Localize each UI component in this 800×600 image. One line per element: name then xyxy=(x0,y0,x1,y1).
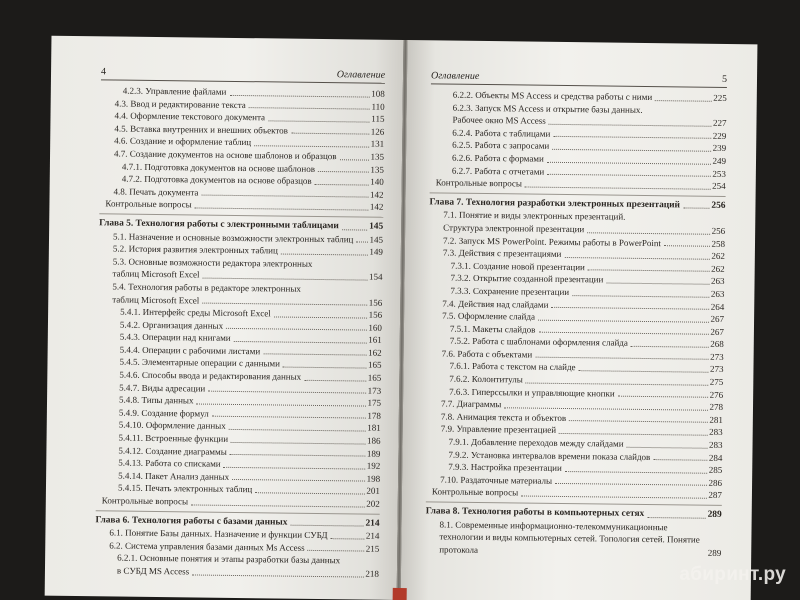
toc-leader-dots xyxy=(342,229,367,230)
toc-leader-dots xyxy=(234,341,367,344)
left-page-header xyxy=(101,66,385,83)
toc-leader-dots xyxy=(526,382,708,385)
toc-entry-title: 7.8. Анимация текста и объектов xyxy=(440,411,567,423)
toc-entry-title: 7.9.2. Установка интервалов времени показа слайдов xyxy=(448,449,651,462)
toc-leader-dots xyxy=(340,159,369,160)
toc-entry-page: 256 xyxy=(711,225,726,236)
toc-entry-title: 7.5. Оформление слайда xyxy=(442,310,536,322)
toc-leader-dots xyxy=(538,332,708,335)
toc-leader-dots xyxy=(646,113,725,114)
toc-leader-dots xyxy=(564,257,709,260)
toc-leader-dots xyxy=(202,303,366,306)
toc-entry-title: 5.1. Назначение и основные возможности электронных таблиц xyxy=(112,231,354,244)
toc-leader-dots xyxy=(224,467,365,470)
toc-entry-page: 140 xyxy=(370,176,384,187)
toc-entry-page: 160 xyxy=(368,322,383,333)
toc-entry-page: 262 xyxy=(711,250,725,262)
toc-leader-dots xyxy=(263,354,366,356)
toc-entry-title: Глава 7. Технология разработки электронных презентаций xyxy=(429,197,681,211)
toc-entry-title: Глава 8. Технология работы в компьютерных сетях xyxy=(425,506,645,519)
toc-entry-title: 5.4. Технология работы в редакторе электронных xyxy=(112,281,301,294)
toc-entry-page: 276 xyxy=(709,389,724,400)
toc-entry-title: 4.8. Печать документа xyxy=(113,186,199,198)
toc-entry xyxy=(99,198,383,214)
toc-entry-title: Структура электронной презентации xyxy=(443,222,585,235)
toc-entry-page: 273 xyxy=(709,364,724,375)
toc-leader-dots xyxy=(547,161,711,164)
toc-leader-dots xyxy=(551,307,708,310)
toc-entry-page: 173 xyxy=(367,385,382,396)
toc-leader-dots xyxy=(229,94,369,97)
toc-entry-title: 7.3.3. Сохранение презентации xyxy=(450,285,570,297)
toc-leader-dots xyxy=(230,454,365,457)
toc-entry-title: 5.4.9. Создание формул xyxy=(118,407,209,419)
toc-entry-title: 4.7. Создание документов на основе шаблонов и образцов xyxy=(114,148,337,162)
toc-leader-dots xyxy=(538,319,709,322)
toc-entry-title: 7.3. Действия с презентациями xyxy=(442,247,562,260)
toc-entry-page: 135 xyxy=(370,151,385,162)
toc-entry-page: 175 xyxy=(367,397,382,409)
toc-entry-title: 7.9.3. Настройка презентации xyxy=(448,461,562,474)
toc-entry-title: 5.4.2. Организация данных xyxy=(119,319,224,331)
toc-entry-page: 214 xyxy=(365,518,380,529)
right-page-header xyxy=(431,70,727,88)
toc-leader-dots xyxy=(587,232,709,234)
toc-entry-title: в СУБД MS Access xyxy=(116,565,190,577)
toc-leader-dots xyxy=(553,136,710,139)
toc-entry-title: 5.4.4. Операции с рабочими листами xyxy=(119,344,261,357)
toc-leader-dots xyxy=(647,517,705,519)
toc-entry-page: 281 xyxy=(709,414,723,425)
toc-leader-dots xyxy=(304,379,366,381)
right-toc-list xyxy=(425,88,727,559)
toc-entry xyxy=(425,518,721,559)
toc-leader-dots xyxy=(283,367,366,369)
toc-entry-title: 5.4.6. Способы ввода и редактирования данных xyxy=(119,369,302,382)
toc-entry-title: 5.4.3. Операции над книгами xyxy=(119,331,231,344)
toc-leader-dots xyxy=(606,282,709,284)
left-page xyxy=(45,36,404,600)
toc-entry-page: 161 xyxy=(368,334,382,346)
toc-entry-page: 149 xyxy=(369,246,383,257)
toc-leader-dots xyxy=(315,184,369,186)
toc-entry-title: Глава 5. Технология работы с электронными таблицами xyxy=(99,218,339,232)
toc-leader-dots xyxy=(555,483,707,486)
toc-leader-dots xyxy=(655,100,711,102)
bookmark-ribbon xyxy=(392,588,406,600)
toc-entry-page: 162 xyxy=(368,347,382,358)
toc-leader-dots xyxy=(653,459,707,461)
toc-leader-dots xyxy=(196,403,365,406)
toc-entry-page: 253 xyxy=(712,168,726,179)
toc-entry-page: 287 xyxy=(708,490,722,501)
toc-entry-title: 5.4.12. Создание диаграммы xyxy=(118,445,227,457)
toc-entry-page: 263 xyxy=(710,276,725,287)
toc-leader-dots xyxy=(521,495,706,498)
toc-entry-title: 5.4.11. Встроенные функции xyxy=(118,432,229,444)
toc-leader-dots xyxy=(631,346,708,348)
toc-leader-dots xyxy=(308,550,364,552)
toc-entry-page: 110 xyxy=(371,101,385,112)
toc-leader-dots xyxy=(192,574,363,577)
toc-leader-dots xyxy=(628,221,723,222)
toc-entry-page: 284 xyxy=(708,452,723,463)
toc-leader-dots xyxy=(547,174,710,177)
toc-entry-title: 7.9. Управление презентацией xyxy=(440,423,557,436)
toc-entry-page: 145 xyxy=(369,234,384,245)
toc-leader-dots xyxy=(331,538,364,539)
toc-entry-page: 154 xyxy=(369,271,383,283)
toc-entry-title: 7.2. Запуск MS PowerPoint. Режимы работы в PowerPoint xyxy=(442,235,662,248)
toc-entry-page: 264 xyxy=(710,301,725,312)
toc-entry-title: 5.4.8. Типы данных xyxy=(118,394,194,406)
left-toc-list xyxy=(95,84,385,580)
toc-entry-title: 4.4. Оформление текстового документа xyxy=(114,110,266,123)
toc-entry-title: 7.9.1. Добавление переходов между слайдами xyxy=(448,436,624,449)
toc-entry-title: 6.2. Система управления базами данных Ms Access xyxy=(109,540,305,553)
toc-entry-title: 5.4.13. Работа со списками xyxy=(118,457,221,470)
toc-entry-page: 126 xyxy=(370,126,385,137)
toc-leader-dots xyxy=(281,253,368,255)
toc-entry-title: 5.2. История развития электронных таблиц xyxy=(112,243,278,256)
toc-entry-page: 283 xyxy=(708,439,723,450)
toc-entry-page: 145 xyxy=(369,221,384,232)
watermark: абиринт.ру xyxy=(679,564,786,585)
toc-leader-dots xyxy=(683,208,709,209)
toc-leader-dots xyxy=(232,479,364,482)
toc-entry-title: 4.6. Создание и оформление таблиц xyxy=(114,135,252,148)
toc-leader-dots xyxy=(226,328,366,331)
toc-entry-title: 7.10. Раздаточные материалы xyxy=(440,474,553,486)
toc-entry-page: 278 xyxy=(709,402,724,413)
toc-leader-dots xyxy=(535,357,708,360)
toc-entry-page: 289 xyxy=(707,547,722,558)
toc-entry-title: 6.2.3. Запуск MS Access и открытие базы данных. xyxy=(452,102,643,115)
toc-entry-title: 5.4.10. Оформление данных xyxy=(118,419,226,432)
toc-entry-page: 268 xyxy=(710,339,724,350)
toc-leader-dots xyxy=(552,149,710,152)
toc-entry-title: 5.3. Основные возможности редактора электронных xyxy=(112,256,313,269)
toc-entry-page: 267 xyxy=(710,313,725,325)
toc-entry-page: 131 xyxy=(370,138,385,150)
toc-entry-title: Контрольные вопросы xyxy=(435,177,523,189)
toc-entry-title: 7.6.3. Гиперссылки и управляющие кнопки xyxy=(449,386,615,399)
toc-entry-page: 181 xyxy=(367,423,381,434)
toc-entry-page: 198 xyxy=(366,473,381,484)
book-spread xyxy=(45,36,758,600)
toc-entry-page: 214 xyxy=(365,530,380,541)
toc-entry-page: 263 xyxy=(710,288,725,299)
toc-entry-title: 7.6.1. Работа с текстом на слайде xyxy=(449,361,576,373)
toc-leader-dots xyxy=(559,433,707,436)
toc-leader-dots xyxy=(208,391,365,394)
toc-leader-dots xyxy=(318,171,368,173)
toc-entry-page: 186 xyxy=(367,435,381,446)
right-running-head: Оглавление xyxy=(430,70,480,82)
toc-entry-page: 142 xyxy=(369,201,384,213)
toc-entry-title: 5.4.5. Элементарные операции с данными xyxy=(119,357,281,369)
toc-leader-dots xyxy=(195,207,368,210)
toc-entry-title: 7.5.2. Работа с шаблонами оформления слайда xyxy=(449,335,628,349)
toc-leader-dots xyxy=(618,396,708,398)
toc-entry-title: 4.7.2. Подготовка документов на основе образцов xyxy=(121,173,312,187)
toc-entry-page: 267 xyxy=(710,326,724,337)
toc-leader-dots xyxy=(254,145,369,147)
toc-entry-title: 6.1. Понятие Базы данных. Назначение и функции СУБД xyxy=(109,527,328,541)
toc-leader-dots xyxy=(579,370,708,373)
toc-entry-page: 201 xyxy=(366,485,381,497)
toc-entry-page: 239 xyxy=(712,143,727,154)
toc-entry-title: 4.7.1. Подготовка документов на основе шаблонов xyxy=(121,161,316,174)
toc-entry-title: 5.4.1. Интерфейс среды Microsoft Excel xyxy=(120,306,271,319)
left-running-head: Оглавление xyxy=(336,69,386,81)
toc-entry-title: 5.4.14. Пакет Анализ данных xyxy=(118,470,230,482)
toc-entry-title: Глава 6. Технология работы с базами данных xyxy=(95,514,288,528)
toc-entry-page: 202 xyxy=(366,498,380,509)
toc-entry-page: 254 xyxy=(712,180,726,192)
toc-leader-dots xyxy=(569,420,707,423)
toc-leader-dots xyxy=(255,492,364,494)
toc-entry-title: 5.4.7. Виды адресации xyxy=(119,382,206,394)
toc-entry-page: 229 xyxy=(712,130,727,141)
toc-entry-title: 6.2.7. Работа с отчетами xyxy=(451,165,545,177)
toc-leader-dots xyxy=(627,446,708,448)
toc-entry-page: 135 xyxy=(370,164,384,175)
toc-leader-dots xyxy=(356,242,367,243)
toc-entry-title: 7.3.2. Открытие созданной презентации xyxy=(450,272,604,285)
toc-entry-page: 273 xyxy=(710,351,724,362)
toc-entry-title: Контрольные вопросы xyxy=(101,495,189,507)
toc-entry-page: 165 xyxy=(367,372,382,383)
toc-entry-page: 256 xyxy=(711,200,726,211)
toc-entry-title: Рабочее окно MS Access xyxy=(452,114,546,126)
toc-entry-title: 7.3.1. Создание новой презентации xyxy=(450,260,585,272)
toc-leader-dots xyxy=(203,277,367,280)
toc-entry-title: 8.1. Современные информационно-телекоммуникационные технологии и виды компьютерных сетей. Топология сетей. Понятие протокола xyxy=(439,519,700,555)
toc-leader-dots xyxy=(664,245,710,247)
toc-entry-page: 225 xyxy=(713,92,727,103)
toc-leader-dots xyxy=(201,195,368,198)
toc-leader-dots xyxy=(315,267,380,268)
toc-entry-page: 142 xyxy=(370,189,384,200)
toc-leader-dots xyxy=(191,504,364,507)
toc-entry-page: 156 xyxy=(368,297,383,308)
toc-leader-dots xyxy=(229,429,365,432)
toc-entry-page: 218 xyxy=(365,568,380,579)
toc-entry-title: 7.4. Действия над слайдами xyxy=(442,298,549,310)
toc-leader-dots xyxy=(249,107,370,109)
toc-entry-page: 258 xyxy=(711,238,726,249)
toc-entry-title: 6.2.1. Основные понятия и этапы разработки базы данных xyxy=(117,552,341,566)
left-page-number: 4 xyxy=(100,66,107,78)
toc-entry-page: 178 xyxy=(367,410,381,421)
right-page-number: 5 xyxy=(721,73,728,85)
toc-leader-dots xyxy=(525,186,710,189)
toc-entry-title: 7.1. Понятие и виды электронных презентаций. xyxy=(443,209,626,223)
toc-leader-dots xyxy=(268,120,369,122)
toc-leader-dots xyxy=(572,295,709,298)
toc-entry-page: 262 xyxy=(711,263,725,274)
toc-entry-page: 156 xyxy=(368,309,383,320)
toc-entry-page: 227 xyxy=(712,117,727,129)
toc-leader-dots xyxy=(565,471,707,474)
toc-entry xyxy=(426,486,722,502)
toc-entry-title: Контрольные вопросы xyxy=(105,198,192,210)
toc-entry-page: 289 xyxy=(707,509,722,520)
toc-entry-title: таблиц Microsoft Excel xyxy=(112,293,200,306)
toc-entry-title: 4.3. Ввод и редактирование текста xyxy=(114,98,246,110)
toc-entry-title: 4.5. Вставка внутренних и внешних объектов xyxy=(114,123,289,136)
toc-entry-title: 6.2.4. Работа с таблицами xyxy=(452,127,551,139)
toc-entry-page: 285 xyxy=(708,464,723,476)
toc-entry-page: 249 xyxy=(712,155,727,166)
toc-leader-dots xyxy=(549,124,711,127)
toc-entry-page: 189 xyxy=(366,448,381,459)
toc-entry-title: 7.6.2. Колонтитулы xyxy=(449,373,523,385)
toc-entry-title: 6.2.2. Объекты MS Access и средства работы с ними xyxy=(452,89,653,103)
toc-entry-page: 215 xyxy=(365,543,380,554)
toc-leader-dots xyxy=(304,292,381,293)
toc-entry-page: 283 xyxy=(709,427,723,438)
toc-leader-dots xyxy=(291,133,369,135)
toc-entry-title: Контрольные вопросы xyxy=(431,486,519,498)
toc-leader-dots xyxy=(588,270,709,272)
toc-entry-page: 165 xyxy=(367,360,382,371)
toc-leader-dots xyxy=(274,316,367,318)
toc-entry-title: 6.2.5. Работа с запросами xyxy=(452,139,550,152)
right-page xyxy=(401,40,758,600)
toc-entry-title: 7.7. Диаграммы xyxy=(440,398,502,410)
toc-entry-page: 275 xyxy=(709,376,724,388)
toc-entry xyxy=(430,176,726,192)
toc-entry-page: 108 xyxy=(371,88,385,99)
toc-entry-title: 7.6. Работа с объектами xyxy=(441,348,533,360)
toc-entry xyxy=(96,494,380,510)
toc-entry-title: таблиц Microsoft Excel xyxy=(112,268,200,280)
toc-entry-title: 4.2.3. Управление файлами xyxy=(122,85,227,97)
toc-entry-title: 7.5.1. Макеты слайдов xyxy=(449,323,536,335)
toc-leader-dots xyxy=(290,525,363,527)
toc-entry-title: 5.4.15. Печать электронных таблиц xyxy=(117,482,253,495)
toc-leader-dots xyxy=(231,442,365,445)
toc-entry-page: 286 xyxy=(708,477,723,488)
toc-entry-title: 6.2.6. Работа с формами xyxy=(451,152,544,164)
toc-entry-page: 192 xyxy=(366,460,381,471)
toc-leader-dots xyxy=(504,407,707,410)
toc-entry-page: 115 xyxy=(371,113,385,124)
toc-leader-dots xyxy=(212,416,366,419)
